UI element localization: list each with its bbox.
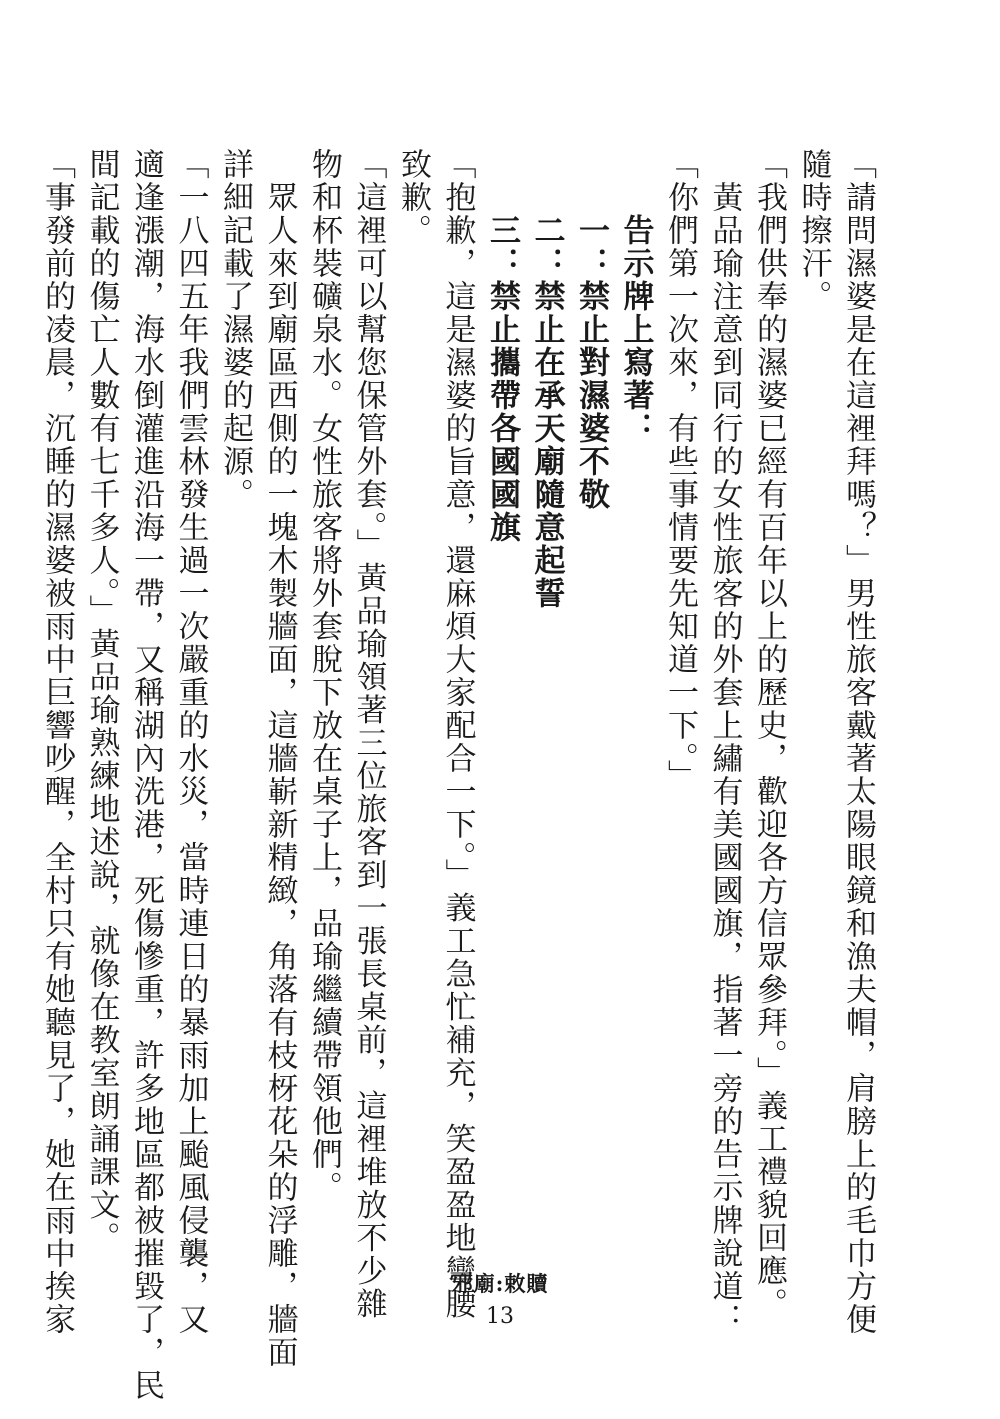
page-number: 13 [486, 1304, 514, 1329]
text-line: 隨時擦汗。 [795, 148, 832, 313]
text-line: 「這裡可以幫您保管外套。」黃品瑜領著三位旅客到一張長桌前，這裡堆放不少雜 [350, 148, 387, 1321]
text-line: 「一八四五年我們雲林發生過一次嚴重的水災，當時連日的暴雨加上颱風侵襲，又 [172, 148, 209, 1336]
text-line: 「抱歉，這是濕婆的旨意，還麻煩大家配合一下。」義工急忙補充，笑盈盈地彎腰 [439, 148, 476, 1321]
text-line: 一：禁止對濕婆不敬 [573, 148, 609, 511]
text-line: 致歉。 [395, 148, 431, 247]
text-line: 三：禁止攜帶各國國旗 [484, 148, 520, 544]
text-line: 適逢漲潮，海水倒灌進沿海一帶，又稱湖內洗港，死傷慘重，許多地區都被摧毀了，民 [128, 148, 164, 1402]
text-line: 物和杯裝礦泉水。女性旅客將外套脫下放在桌子上，品瑜繼續帶領他們。 [306, 148, 342, 1204]
text-line: 告示牌上寫著： [617, 148, 654, 445]
book-title-footer: 邪廟:敕贖 [451, 1271, 549, 1296]
text-line: 黃品瑜注意到同行的女性旅客的外套上繡有美國國旗，指著一旁的告示牌說道： [706, 148, 743, 1336]
text-line: 間記載的傷亡人數有七千多人。」黃品瑜熟練地述說，就像在教室朗誦課文。 [83, 148, 120, 1255]
text-line: 「你們第一次來，有些事情要先知道一下。」 [662, 148, 698, 793]
text-line: 眾人來到廟區西側的一塊木製牆面，這牆嶄新精緻，角落有枝枒花朵的浮雕，牆面 [261, 148, 298, 1369]
text-line: 詳細記載了濕婆的起源。 [217, 148, 253, 511]
text-line: 「請問濕婆是在這裡拜嗎？」男性旅客戴著太陽眼鏡和漁夫帽，肩膀上的毛巾方便 [840, 148, 876, 1336]
text-line: 二：禁止在承天廟隨意起誓 [528, 148, 565, 610]
text-line: 「事發前的凌晨，沉睡的濕婆被雨中巨響吵醒，全村只有她聽見了，她在雨中挨家 [39, 148, 75, 1336]
text-line: 「我們供奉的濕婆已經有百年以上的歷史，歡迎各方信眾參拜。」義工禮貌回應。 [751, 148, 787, 1321]
